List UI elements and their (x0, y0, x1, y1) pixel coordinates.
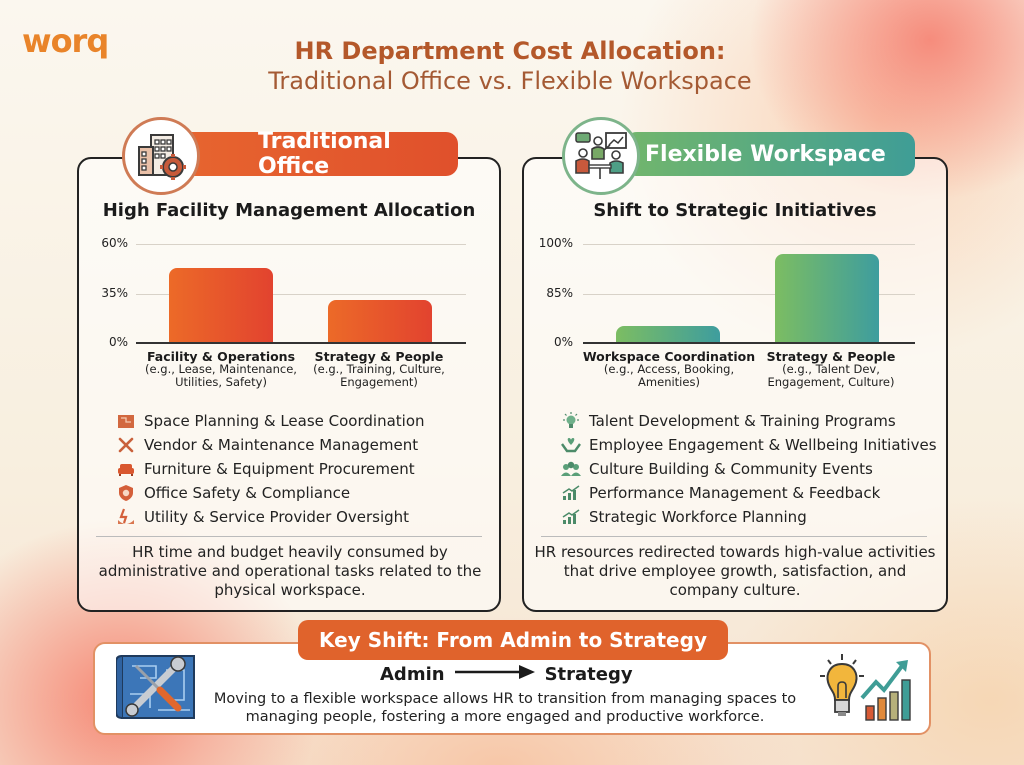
traditional-office-chart (92, 236, 472, 396)
gridline (583, 244, 915, 245)
office-building-gear-icon (122, 117, 200, 195)
blueprint-tools-icon (116, 650, 198, 726)
list-item: Strategic Workforce Planning (561, 505, 937, 529)
ytick: 0% (553, 335, 573, 349)
sofa-icon (116, 460, 136, 478)
bar-strategy-people (775, 254, 879, 342)
bar-workspace-coordination (616, 326, 720, 342)
list-item: Vendor & Maintenance Management (116, 433, 425, 457)
traditional-office-task-list (116, 409, 425, 529)
wrench-screwdriver-icon (116, 436, 136, 454)
ytick: 85% (546, 286, 573, 300)
flexible-workspace-badge (625, 132, 915, 176)
from-label: Admin (380, 664, 445, 685)
key-shift-badge: Key Shift: From Admin to Strategy (298, 620, 728, 660)
list-item: Space Planning & Lease Coordination (116, 409, 425, 433)
badge-label: Traditional Office (258, 129, 391, 179)
list-item: Furniture & Equipment Procurement (116, 457, 425, 481)
flexible-workspace-initiative-list (561, 409, 937, 529)
admin-to-strategy (380, 664, 633, 685)
title-line-2: Traditional Office vs. Flexible Workspace (268, 67, 752, 95)
left-panel-summary: HR time and budget heavily consumed by administrative and operational tasks related to the physical workspace. (98, 543, 482, 599)
heart-hands-icon (561, 436, 581, 454)
team-meeting-icon (562, 117, 640, 195)
x-label: Facility & Operations (e.g., Lease, Maintenance, Utilities, Safety) (145, 349, 297, 389)
lightbulb-icon (561, 412, 581, 430)
page-title (200, 36, 820, 96)
x-label: Strategy & People (e.g., Training, Culture, Engagement) (313, 349, 445, 389)
growth-chart-icon (561, 508, 581, 526)
to-label: Strategy (544, 664, 633, 685)
utility-service-icon (116, 508, 136, 526)
right-panel-heading: Shift to Strategic Initiatives (593, 200, 877, 221)
traditional-office-badge (180, 129, 458, 179)
x-label: Workspace Coordination (e.g., Access, Booking, Amenities) (582, 349, 756, 389)
divider (541, 536, 927, 537)
worq-logo: worq (22, 22, 109, 60)
badge-label: Flexible Workspace (645, 141, 886, 167)
x-axis (136, 342, 466, 344)
shield-check-icon (116, 484, 136, 502)
title-line-1: HR Department Cost Allocation: (294, 37, 726, 65)
list-item: Culture Building & Community Events (561, 457, 937, 481)
key-shift-description: Moving to a flexible workspace allows HR to transition from managing spaces to managing people, fostering a more engaged and productive workforce. (213, 691, 797, 725)
ytick: 0% (108, 335, 128, 349)
x-axis (583, 342, 915, 344)
people-group-icon (561, 460, 581, 478)
right-panel-summary: HR resources redirected towards high-value activities that drive employee growth, satisfaction, and company culture. (534, 543, 936, 599)
ytick: 35% (101, 286, 128, 300)
growth-chart-icon (561, 484, 581, 502)
bar-facility-operations (169, 268, 273, 342)
list-item: Utility & Service Provider Oversight (116, 505, 425, 529)
floor-plan-icon (116, 412, 136, 430)
flexible-workspace-chart (535, 236, 925, 396)
left-panel-heading: High Facility Management Allocation (102, 200, 476, 221)
list-item: Talent Development & Training Programs (561, 409, 937, 433)
list-item: Performance Management & Feedback (561, 481, 937, 505)
list-item: Employee Engagement & Wellbeing Initiatives (561, 433, 937, 457)
bar-strategy-people (328, 300, 432, 342)
gridline (136, 244, 466, 245)
divider (96, 536, 482, 537)
x-label: Strategy & People (e.g., Talent Dev, Engagement, Culture) (766, 349, 896, 389)
ytick: 100% (538, 236, 573, 250)
ytick: 60% (101, 236, 128, 250)
list-item: Office Safety & Compliance (116, 481, 425, 505)
arrow-right-icon (455, 664, 535, 685)
lightbulb-growth-icon (818, 652, 914, 728)
